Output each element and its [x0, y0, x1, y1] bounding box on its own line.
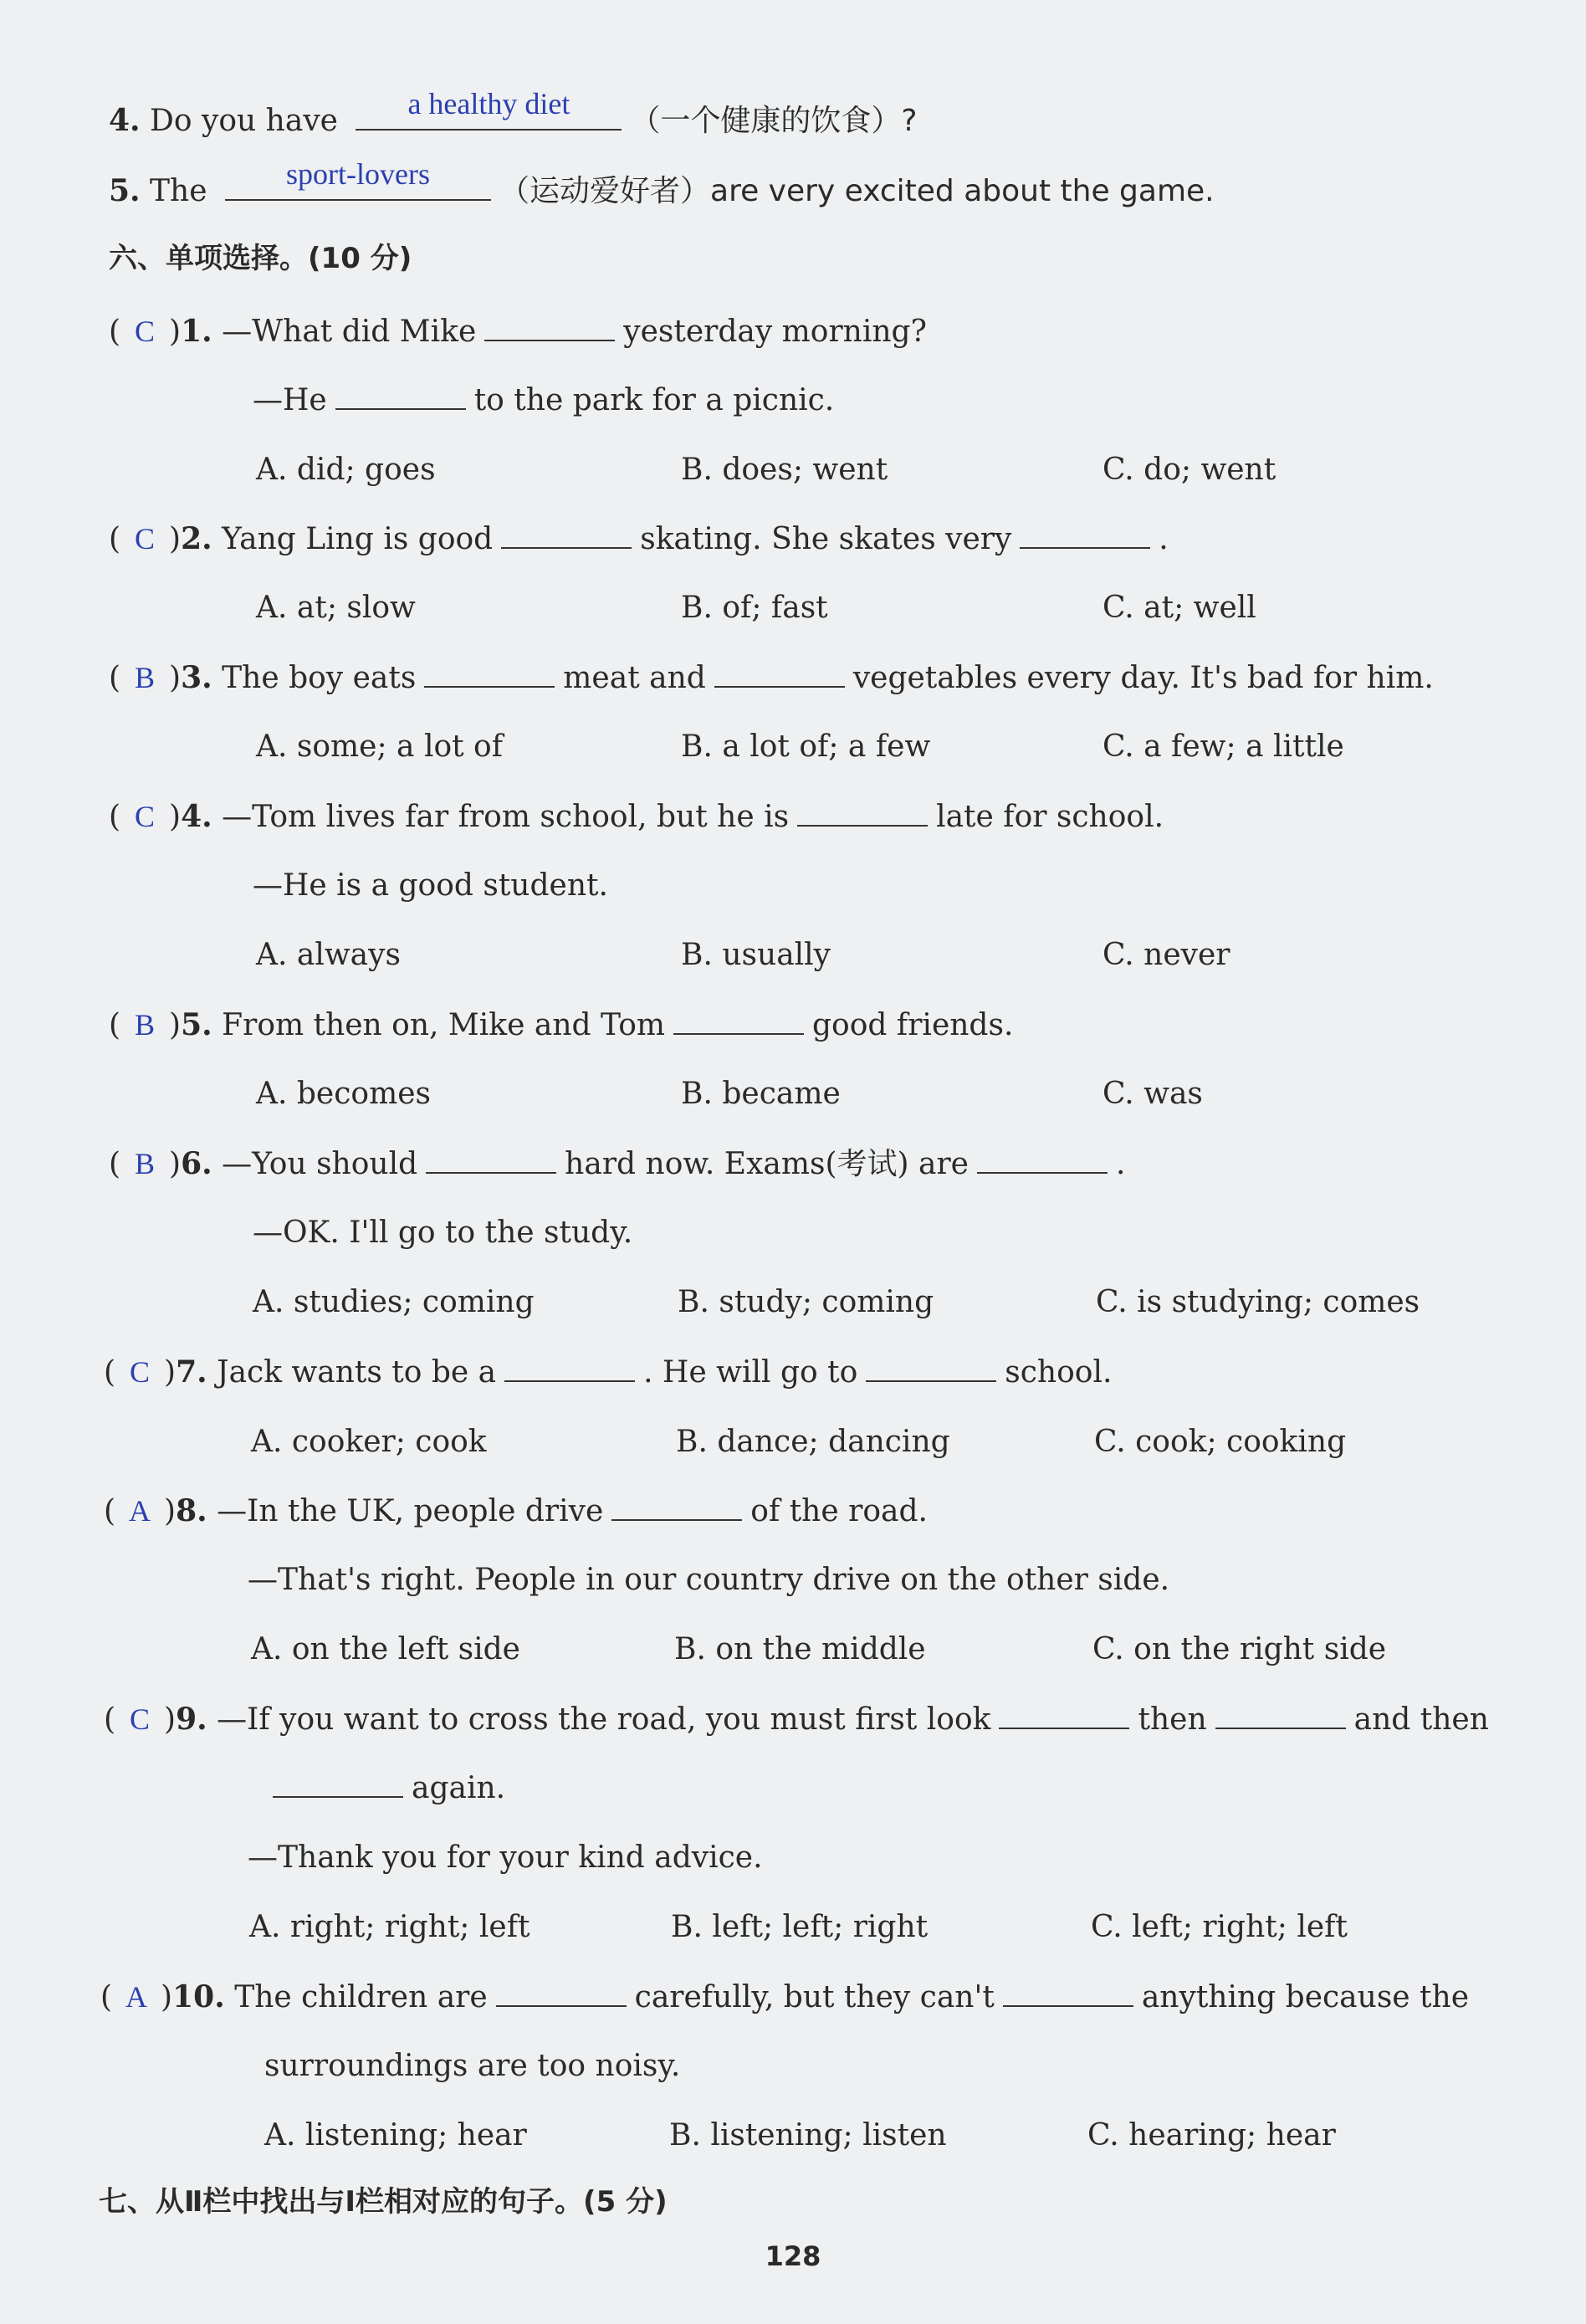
item-text: Do you have — [150, 104, 338, 138]
answer-blank — [866, 1355, 996, 1382]
answer-blank — [424, 661, 555, 688]
handwritten-answer: a healthy diet — [407, 87, 570, 120]
option-a: A. right; right; left — [249, 1910, 530, 1944]
option-b: B. a lot of; a few — [681, 729, 931, 764]
answer-blank — [673, 1008, 804, 1035]
question-number: 7. — [176, 1354, 207, 1390]
answer-mark: C — [135, 315, 156, 348]
answer-mark: B — [135, 1008, 156, 1042]
answer-mark: C — [130, 1702, 151, 1736]
option-a: A. did; goes — [256, 453, 436, 487]
question-4: ( C )4. —Tom lives far from school, but he is late for school. — [109, 796, 1164, 837]
option-b: B. of; fast — [681, 591, 828, 625]
option-c: C. is studying; comes — [1096, 1285, 1420, 1319]
option-a: A. at; slow — [256, 591, 416, 625]
option-a: A. studies; coming — [253, 1285, 535, 1319]
item-number: 5. — [109, 173, 141, 208]
item-hint: （运动爱好者）are very excited about the game. — [499, 174, 1215, 208]
option-a: A. some; a lot of — [256, 729, 504, 764]
answer-blank — [501, 522, 632, 549]
handwritten-answer: sport-lovers — [286, 157, 430, 191]
answer-mark: C — [130, 1355, 151, 1389]
question-2: ( C )2. Yang Ling is good skating. She skates very . — [109, 519, 1169, 560]
option-b: B. study; coming — [678, 1285, 934, 1319]
option-a: A. always — [256, 938, 401, 972]
answer-blank — [356, 87, 622, 131]
answer-blank — [335, 383, 466, 410]
answer-blank — [273, 1771, 403, 1798]
option-b: B. on the middle — [674, 1632, 926, 1666]
option-a: A. listening; hear — [264, 2118, 527, 2153]
answer-blank — [496, 1980, 627, 2007]
answer-blank — [225, 157, 491, 201]
answer-blank — [426, 1147, 556, 1174]
option-a: A. cooker; cook — [251, 1425, 487, 1459]
section-7-title: 七、从Ⅱ栏中找出与Ⅰ栏相对应的句子。(5 分) — [99, 2185, 668, 2219]
answer-mark: C — [135, 522, 156, 555]
option-b: B. does; went — [681, 453, 888, 487]
answer-blank — [1003, 1980, 1133, 2007]
question-number: 3. — [181, 660, 212, 695]
option-c: C. do; went — [1103, 453, 1276, 487]
answer-blank — [1020, 522, 1150, 549]
answer-blank — [999, 1702, 1129, 1729]
question-number: 2. — [181, 521, 212, 556]
fill-item-5 — [109, 157, 1215, 212]
question-6: ( B )6. —You should hard now. Exams(考试) are . — [109, 1144, 1125, 1185]
question-4-line-2: —He is a good student. — [253, 868, 608, 903]
question-6-line-2: —OK. I'll go to the study. — [253, 1216, 633, 1250]
option-a: A. on the left side — [251, 1632, 520, 1666]
answer-blank — [484, 315, 615, 341]
question-8: ( A )8. —In the UK, people drive of the road. — [104, 1491, 928, 1532]
question-7: ( C )7. Jack wants to be a . He will go to school. — [104, 1352, 1112, 1393]
option-c: C. at; well — [1103, 591, 1256, 625]
question-number: 9. — [176, 1702, 207, 1737]
option-c: C. never — [1103, 938, 1230, 972]
question-10-line-2: surroundings are too noisy. — [264, 2049, 681, 2083]
question-10: ( A )10. The children are carefully, but they can't anything because the — [100, 1977, 1469, 2018]
answer-blank — [504, 1355, 635, 1382]
question-1: ( C )1. —What did Mike yesterday morning? — [109, 311, 927, 352]
option-b: B. became — [681, 1077, 841, 1111]
question-3: ( B )3. The boy eats meat and vegetables every day. It's bad for him. — [109, 658, 1434, 699]
question-number: 5. — [181, 1007, 212, 1042]
option-b: B. left; left; right — [671, 1910, 929, 1944]
answer-blank — [977, 1147, 1108, 1174]
option-b: B. usually — [681, 938, 831, 972]
item-hint: （一个健康的饮食）? — [630, 104, 918, 138]
answer-blank — [1215, 1702, 1346, 1729]
question-9-line-2: again. — [273, 1769, 505, 1809]
question-number: 6. — [181, 1146, 212, 1181]
answer-blank — [714, 661, 845, 688]
fill-item-4 — [109, 87, 918, 141]
option-b: B. dance; dancing — [676, 1425, 950, 1459]
section-6-title: 六、单项选择。(10 分) — [109, 242, 412, 275]
question-number: 8. — [176, 1493, 207, 1528]
answer-blank — [797, 800, 928, 827]
option-b: B. listening; listen — [669, 2118, 947, 2153]
option-a: A. becomes — [256, 1077, 431, 1111]
item-text: The — [150, 174, 207, 208]
answer-mark: B — [135, 661, 156, 694]
question-9: ( C )9. —If you want to cross the road, you must first look then and then — [104, 1699, 1489, 1740]
answer-mark: B — [135, 1147, 156, 1180]
option-c: C. cook; cooking — [1094, 1425, 1347, 1459]
option-c: C. on the right side — [1092, 1632, 1387, 1666]
answer-blank — [611, 1494, 742, 1521]
answer-mark: A — [125, 1980, 148, 2014]
question-5: ( B )5. From then on, Mike and Tom good friends. — [109, 1005, 1013, 1046]
option-c: C. hearing; hear — [1087, 2118, 1336, 2153]
question-9-line-3: —Thank you for your kind advice. — [248, 1840, 763, 1875]
question-1-line-2: —He to the park for a picnic. — [253, 383, 835, 417]
question-number: 10. — [172, 1979, 225, 2014]
item-number: 4. — [109, 103, 141, 138]
question-number: 4. — [181, 799, 212, 834]
option-c: C. a few; a little — [1103, 729, 1344, 764]
answer-mark: A — [129, 1494, 151, 1528]
question-8-line-2: —That's right. People in our country drive on the other side. — [248, 1563, 1170, 1597]
answer-mark: C — [135, 800, 156, 833]
question-number: 1. — [181, 314, 212, 349]
option-c: C. was — [1103, 1077, 1203, 1111]
option-c: C. left; right; left — [1091, 1910, 1348, 1944]
page-number: 128 — [765, 2240, 821, 2272]
